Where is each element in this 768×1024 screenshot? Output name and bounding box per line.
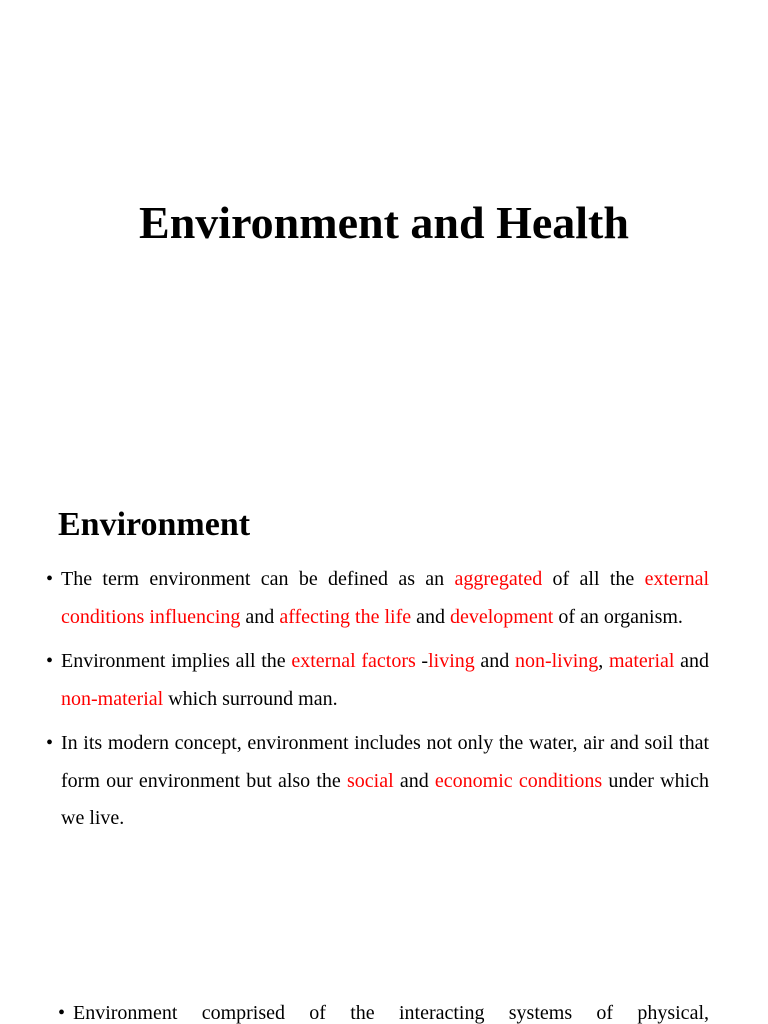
bullet-item: [46, 561, 709, 636]
highlight-term: external factors: [291, 650, 416, 672]
text-segment: of all the: [542, 568, 645, 590]
text-segment: and: [411, 605, 450, 628]
bullet-text: [61, 568, 709, 628]
text-segment: Environment implies all the: [61, 650, 292, 672]
presentation-title: Environment and Health: [139, 196, 629, 248]
text-segment: -: [415, 650, 429, 672]
text-segment: and: [393, 769, 435, 792]
text-segment: ,: [598, 650, 609, 672]
text-segment: In its modern concept, environment includes not only the water, air and soil that form our environment but also the: [61, 732, 709, 792]
environment-systems-slide: [0, 960, 768, 1024]
bullet-item: [46, 643, 709, 718]
text-segment: of an organism.: [553, 605, 683, 628]
highlight-term: non-living: [514, 650, 599, 672]
environment-slide: [0, 384, 768, 960]
bullet-icon: •: [58, 1002, 66, 1024]
bullet-icon: •: [46, 732, 54, 754]
highlight-term: living: [428, 650, 475, 672]
highlight-term: aggregated: [454, 568, 543, 590]
text-segment: and: [674, 650, 709, 672]
bullet-item: [58, 995, 709, 1024]
bullet-item: [46, 725, 709, 838]
highlight-term: economic conditions: [434, 769, 603, 792]
highlight-term: non-material: [61, 687, 164, 710]
bullet-icon: •: [46, 568, 54, 590]
slide-heading: Environment: [58, 506, 251, 544]
bullet-list: [46, 561, 709, 845]
highlight-term: development: [450, 605, 554, 628]
text-segment: which surround man.: [163, 687, 338, 710]
highlight-term: external conditions influencing: [61, 568, 709, 628]
bullet-text: [61, 732, 709, 829]
text-segment: and: [474, 650, 515, 672]
highlight-term: affecting the life: [279, 605, 412, 628]
text-segment: under which we live.: [61, 769, 710, 829]
bullet-text: Environment comprised of the interacting systems of physical,: [73, 1002, 709, 1024]
highlight-term: social: [347, 769, 394, 792]
title-slide: [0, 0, 768, 384]
bullet-icon: •: [46, 650, 54, 672]
text-segment: and: [240, 605, 280, 628]
bullet-text: [61, 650, 709, 710]
text-segment: The term environment can be defined as an: [61, 568, 455, 590]
highlight-term: material: [608, 650, 675, 672]
bullet-list: [58, 995, 709, 1024]
